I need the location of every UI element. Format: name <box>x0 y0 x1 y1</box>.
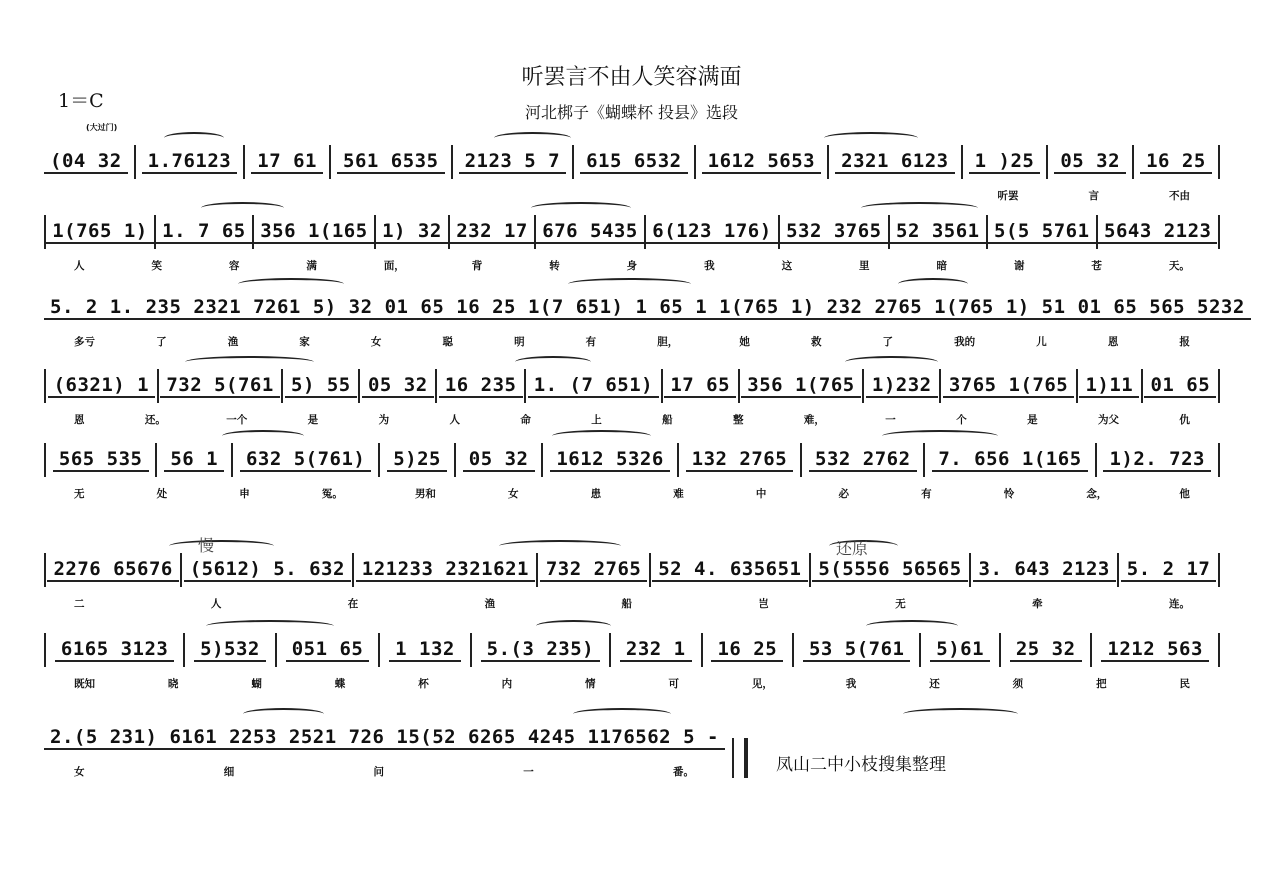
slur-arc <box>201 202 284 214</box>
measure: 051 65 <box>286 638 370 662</box>
lyric-word: 难 <box>673 488 684 500</box>
measure: 1(765 1) <box>46 220 154 244</box>
barline <box>231 443 233 477</box>
lyric-word: 聪 <box>442 336 453 348</box>
lyric-word: 儿 <box>1036 336 1047 348</box>
barline <box>1090 633 1092 667</box>
barline <box>451 145 453 179</box>
lyric-word: 仇 <box>1179 414 1190 426</box>
barline <box>701 633 703 667</box>
barline <box>44 553 46 587</box>
measure: 1 1(765 <box>689 296 785 320</box>
barline <box>1218 443 1220 477</box>
barline <box>155 443 157 477</box>
measure: 05 32 <box>463 448 535 472</box>
lyric-word: 救 <box>810 336 822 348</box>
lyric-word: 还。 <box>144 414 166 426</box>
restore-marking: 还原 <box>836 539 869 558</box>
lyric-word: 渔 <box>484 598 496 610</box>
barline <box>792 633 794 667</box>
lyric-word: 细 <box>223 766 235 778</box>
measure: 561 6535 <box>337 150 445 174</box>
measure: (04 32 <box>44 150 128 174</box>
barline <box>923 443 925 477</box>
page-title: 听罢言不由人笑容满面 <box>521 65 742 90</box>
lyric-word: 晓 <box>167 678 179 690</box>
lyric-word: 我的 <box>954 336 976 348</box>
barline <box>378 443 380 477</box>
lyric-word: 蝶 <box>334 678 346 690</box>
measure: 2321 6123 <box>835 150 954 174</box>
measure: 1)11 <box>1079 374 1139 398</box>
measure: 2765 1(765 <box>868 296 999 320</box>
slur-arc <box>898 278 968 290</box>
lyric-word: 一 <box>885 414 896 426</box>
measure: (6321) 1 <box>48 374 156 398</box>
measure: 6(123 176) <box>646 220 777 244</box>
lyric-word: 命 <box>520 414 531 426</box>
barline <box>1218 553 1220 587</box>
lyric-word: 船 <box>621 598 632 610</box>
barline <box>243 145 245 179</box>
lyric-word: 这 <box>781 260 793 272</box>
measure: 565 5232 <box>1143 296 1251 320</box>
slur-arc <box>536 620 611 632</box>
key-signature: 1＝C <box>58 90 104 112</box>
measure: (5612) 5. 632 <box>184 558 351 582</box>
lyric-word: 了 <box>882 336 894 348</box>
slur-arc <box>164 132 224 144</box>
barline <box>378 633 380 667</box>
measure: 4245 1176562 <box>522 726 677 750</box>
measure: 5)532 <box>194 638 266 662</box>
barline <box>1076 369 1078 403</box>
lyrics-row <box>44 596 1220 614</box>
lyric-word: 内 <box>501 678 513 690</box>
lyric-word: 转 <box>549 260 560 272</box>
lyric-word: 为 <box>378 414 390 426</box>
barline <box>969 553 971 587</box>
notation-row <box>44 550 1220 590</box>
measure: 565 535 <box>53 448 149 472</box>
lyrics-row <box>44 412 1220 430</box>
lyric-word: 了 <box>156 336 167 348</box>
lyric-word: 个 <box>956 414 967 426</box>
page-subtitle: 河北梆子《蝴蝶杯 投县》选段 <box>524 103 739 122</box>
measure: 17 61 <box>251 150 323 174</box>
lyric-word: 牵 <box>1032 598 1043 610</box>
slur-arc <box>222 430 304 442</box>
lyric-word: 有 <box>921 488 932 500</box>
barline <box>862 369 864 403</box>
barline <box>572 145 574 179</box>
measure: 2276 65676 <box>47 558 178 582</box>
measure: 1) 232 <box>785 296 869 320</box>
barline <box>677 443 679 477</box>
slur-arc <box>499 540 621 552</box>
slur-arc <box>882 430 998 442</box>
measure: 5643 2123 <box>1098 220 1217 244</box>
lyric-word: 人 <box>210 598 222 610</box>
slur-arc <box>515 356 591 368</box>
measure: 01 65 <box>1144 374 1216 398</box>
measure: 532 3765 <box>780 220 888 244</box>
slur-arc <box>552 430 651 442</box>
lyric-word: 蝴 <box>251 678 262 690</box>
barline <box>939 369 941 403</box>
measure: 52 3561 <box>890 220 986 244</box>
lyric-word: 一 <box>523 766 534 778</box>
lyric-word: 见， <box>751 678 773 690</box>
measure: 2.(5 231) <box>44 726 163 750</box>
measure: 1) 51 <box>1000 296 1072 320</box>
measure: 53 5(761 <box>803 638 911 662</box>
lyrics-row <box>44 258 1220 276</box>
barline <box>44 443 46 477</box>
measure: 1(7 651) <box>522 296 630 320</box>
lyric-word: 女 <box>370 336 382 348</box>
lyric-word: 问 <box>373 766 384 778</box>
lyric-word: 容 <box>228 260 240 272</box>
lyric-word: 整 <box>733 414 744 426</box>
barline <box>352 553 354 587</box>
measure: 1.76123 <box>142 150 238 174</box>
measure: 7. 656 1(165 <box>932 448 1087 472</box>
barline <box>44 369 46 403</box>
lyric-word: 人 <box>74 260 85 272</box>
measure: 732 2765 <box>540 558 648 582</box>
barline <box>609 633 611 667</box>
lyric-word: 苍 <box>1091 260 1102 272</box>
notation-row <box>44 288 1245 328</box>
lyric-word: 听罢 <box>997 190 1019 202</box>
measure: 1 132 <box>389 638 461 662</box>
measure: 1612 5326 <box>550 448 669 472</box>
lyric-word: 她 <box>739 336 750 348</box>
measure: 3. 643 2123 <box>973 558 1116 582</box>
lyric-word: 女 <box>74 766 85 778</box>
slur-arc <box>568 278 691 290</box>
lyric-word: 怜 <box>1003 488 1015 500</box>
measure: 05 32 <box>362 374 434 398</box>
barline <box>961 145 963 179</box>
measure: 5(5556 56565 <box>812 558 967 582</box>
barline <box>134 145 136 179</box>
measure: 5)25 <box>387 448 447 472</box>
barline <box>470 633 472 667</box>
lyrics-row <box>44 676 1220 694</box>
lyric-word: 必 <box>838 488 849 500</box>
lyric-word: 他 <box>1179 488 1190 500</box>
lyric-word: 连。 <box>1169 598 1190 610</box>
measure: 5) 55 <box>285 374 357 398</box>
measure: 5) 32 <box>307 296 379 320</box>
lyric-word: 在 <box>347 598 359 610</box>
measure: 1. 7 65 <box>156 220 252 244</box>
measure: 2521 726 <box>283 726 391 750</box>
slow-marking: 慢 <box>198 536 215 555</box>
barline <box>536 553 538 587</box>
lyric-word: 须 <box>1012 678 1024 690</box>
barline <box>1218 145 1220 179</box>
measure: 17 65 <box>664 374 736 398</box>
lyric-word: 里 <box>859 260 870 272</box>
measure: 1 65 <box>629 296 689 320</box>
lyric-word: 男和 <box>414 488 436 500</box>
lyric-word: 民 <box>1179 678 1190 690</box>
measure: 2321 7261 <box>187 296 306 320</box>
barline <box>44 633 46 667</box>
lyrics-row <box>44 334 1220 352</box>
measure: 16 235 <box>439 374 523 398</box>
barline <box>541 443 543 477</box>
measure: 25 32 <box>1010 638 1082 662</box>
measure: 05 32 <box>1054 150 1126 174</box>
barline <box>999 633 1001 667</box>
measure: 5(5 5761 <box>988 220 1096 244</box>
barline <box>157 369 159 403</box>
barline <box>435 369 437 403</box>
lyric-word: 情 <box>585 678 596 690</box>
measure: 15(52 6265 <box>390 726 521 750</box>
measure: 232 17 <box>450 220 534 244</box>
lyric-word: 冤。 <box>321 488 343 500</box>
lyrics-row <box>44 764 724 782</box>
barline <box>827 145 829 179</box>
barline <box>694 145 696 179</box>
barline <box>800 443 802 477</box>
barline <box>1132 145 1134 179</box>
barline <box>329 145 331 179</box>
slur-arc <box>903 708 1018 720</box>
measure: 676 5435 <box>536 220 644 244</box>
lyric-word: 背 <box>471 260 483 272</box>
barline <box>1218 633 1220 667</box>
slur-arc <box>531 202 631 214</box>
measure: 16 25 <box>1140 150 1212 174</box>
barline <box>738 369 740 403</box>
lyric-word: 天。 <box>1168 260 1190 272</box>
barline <box>281 369 283 403</box>
final-barline <box>732 738 748 778</box>
lyric-word: 笑 <box>151 260 162 272</box>
lyric-word: 身 <box>626 260 638 272</box>
lyric-word: 船 <box>662 414 673 426</box>
lyric-word: 把 <box>1096 678 1107 690</box>
measure: 16 25 <box>711 638 783 662</box>
barline <box>1141 369 1143 403</box>
lyric-word: 上 <box>591 414 602 426</box>
measure: 52 4. 635651 <box>652 558 807 582</box>
lyric-word: 家 <box>299 336 310 348</box>
slur-arc <box>573 708 671 720</box>
measure: 1212 563 <box>1101 638 1209 662</box>
lyric-word: 人 <box>449 414 460 426</box>
lyric-word: 中 <box>755 488 767 500</box>
lyric-word: 不由 <box>1169 190 1190 202</box>
barline <box>524 369 526 403</box>
notation-row <box>44 440 1220 480</box>
measure: 2123 5 7 <box>459 150 567 174</box>
notation-row <box>44 212 1220 252</box>
credit-text: 凤山二中小枝搜集整理 <box>776 755 946 775</box>
lyric-word: 胆， <box>657 336 679 348</box>
lyric-word: 无 <box>895 598 906 610</box>
lyric-word: 为父 <box>1097 414 1119 426</box>
slur-arc <box>185 356 314 368</box>
lyric-word: 我 <box>845 678 857 690</box>
lyric-word: 一个 <box>226 414 248 426</box>
lyric-word: 明 <box>514 336 525 348</box>
slur-arc <box>169 540 274 552</box>
barline <box>1046 145 1048 179</box>
lyric-word: 难， <box>803 414 825 426</box>
measure: 1612 5653 <box>702 150 821 174</box>
barline <box>358 369 360 403</box>
barline <box>809 553 811 587</box>
barline <box>275 633 277 667</box>
barline <box>661 369 663 403</box>
measure: 732 5(761 <box>160 374 279 398</box>
barline <box>180 553 182 587</box>
notation-row <box>44 142 1220 182</box>
lyric-word: 岂 <box>758 598 769 610</box>
measure: 615 6532 <box>580 150 688 174</box>
measure: 5)61 <box>930 638 990 662</box>
lyric-word: 二 <box>74 598 85 610</box>
lyric-word: 无 <box>74 488 85 500</box>
slur-arc <box>206 620 334 632</box>
notation-row <box>44 718 724 758</box>
lyric-word: 可 <box>668 678 679 690</box>
lyric-word: 处 <box>156 488 168 500</box>
slur-arc <box>238 278 344 290</box>
lyric-word: 番。 <box>673 766 694 778</box>
measure: 01 65 <box>379 296 451 320</box>
lyric-word: 杯 <box>418 678 429 690</box>
lyric-word: 患 <box>590 488 602 500</box>
slur-arc <box>243 708 324 720</box>
measure: 632 5(761) <box>240 448 371 472</box>
barline <box>454 443 456 477</box>
measure: 16 25 <box>450 296 522 320</box>
barline <box>649 553 651 587</box>
lyric-word: 多亏 <box>74 336 95 348</box>
notation-row <box>44 630 1220 670</box>
notation-row <box>44 366 1220 406</box>
measure: 1)232 <box>866 374 938 398</box>
barline <box>1218 369 1220 403</box>
lyric-word: 面， <box>383 260 405 272</box>
intro-mark: (大过门) <box>86 123 118 132</box>
lyric-word: 是 <box>1027 414 1038 426</box>
lyric-word: 女 <box>508 488 519 500</box>
lyric-word: 言 <box>1088 190 1099 202</box>
measure: 532 2762 <box>809 448 917 472</box>
measure: 5 - <box>677 726 725 750</box>
measure: 356 1(165 <box>254 220 373 244</box>
measure: 5. 2 <box>44 296 104 320</box>
measure: 132 2765 <box>686 448 794 472</box>
measure: 56 1 <box>164 448 224 472</box>
lyric-word: 念， <box>1086 488 1108 500</box>
lyric-word: 暗 <box>936 260 947 272</box>
measure: 1)2. 723 <box>1103 448 1211 472</box>
measure: 3765 1(765 <box>943 374 1074 398</box>
measure: 5. 2 17 <box>1121 558 1217 582</box>
slur-arc <box>494 132 571 144</box>
lyric-word: 报 <box>1179 336 1190 348</box>
slur-arc <box>845 356 938 368</box>
lyric-word: 谢 <box>1013 260 1025 272</box>
lyric-word: 恩 <box>1107 336 1119 348</box>
slur-arc <box>861 202 978 214</box>
lyric-word: 是 <box>307 414 319 426</box>
lyric-word: 渔 <box>227 336 239 348</box>
measure: 1 )25 <box>969 150 1041 174</box>
barline <box>1218 215 1220 249</box>
lyric-word: 我 <box>704 260 715 272</box>
measure: 121233 2321621 <box>356 558 535 582</box>
measure: 1. 235 <box>104 296 188 320</box>
measure: 01 65 <box>1072 296 1144 320</box>
measure: 6165 3123 <box>55 638 174 662</box>
slur-arc <box>866 620 958 632</box>
barline <box>1117 553 1119 587</box>
measure: 1) 32 <box>376 220 448 244</box>
slur-arc <box>824 132 918 144</box>
lyric-word: 恩 <box>74 414 85 426</box>
lyric-word: 还 <box>929 678 940 690</box>
measure: 6161 2253 <box>163 726 282 750</box>
measure: 1. (7 651) <box>528 374 659 398</box>
barline <box>183 633 185 667</box>
lyric-word: 既知 <box>74 678 95 690</box>
lyric-word: 申 <box>239 488 250 500</box>
barline <box>919 633 921 667</box>
measure: 5.(3 235) <box>481 638 600 662</box>
barline <box>1095 443 1097 477</box>
lyric-word: 满 <box>306 260 317 272</box>
lyric-word: 有 <box>585 336 597 348</box>
lyrics-row <box>44 486 1220 504</box>
measure: 232 1 <box>620 638 692 662</box>
measure: 356 1(765 <box>741 374 860 398</box>
